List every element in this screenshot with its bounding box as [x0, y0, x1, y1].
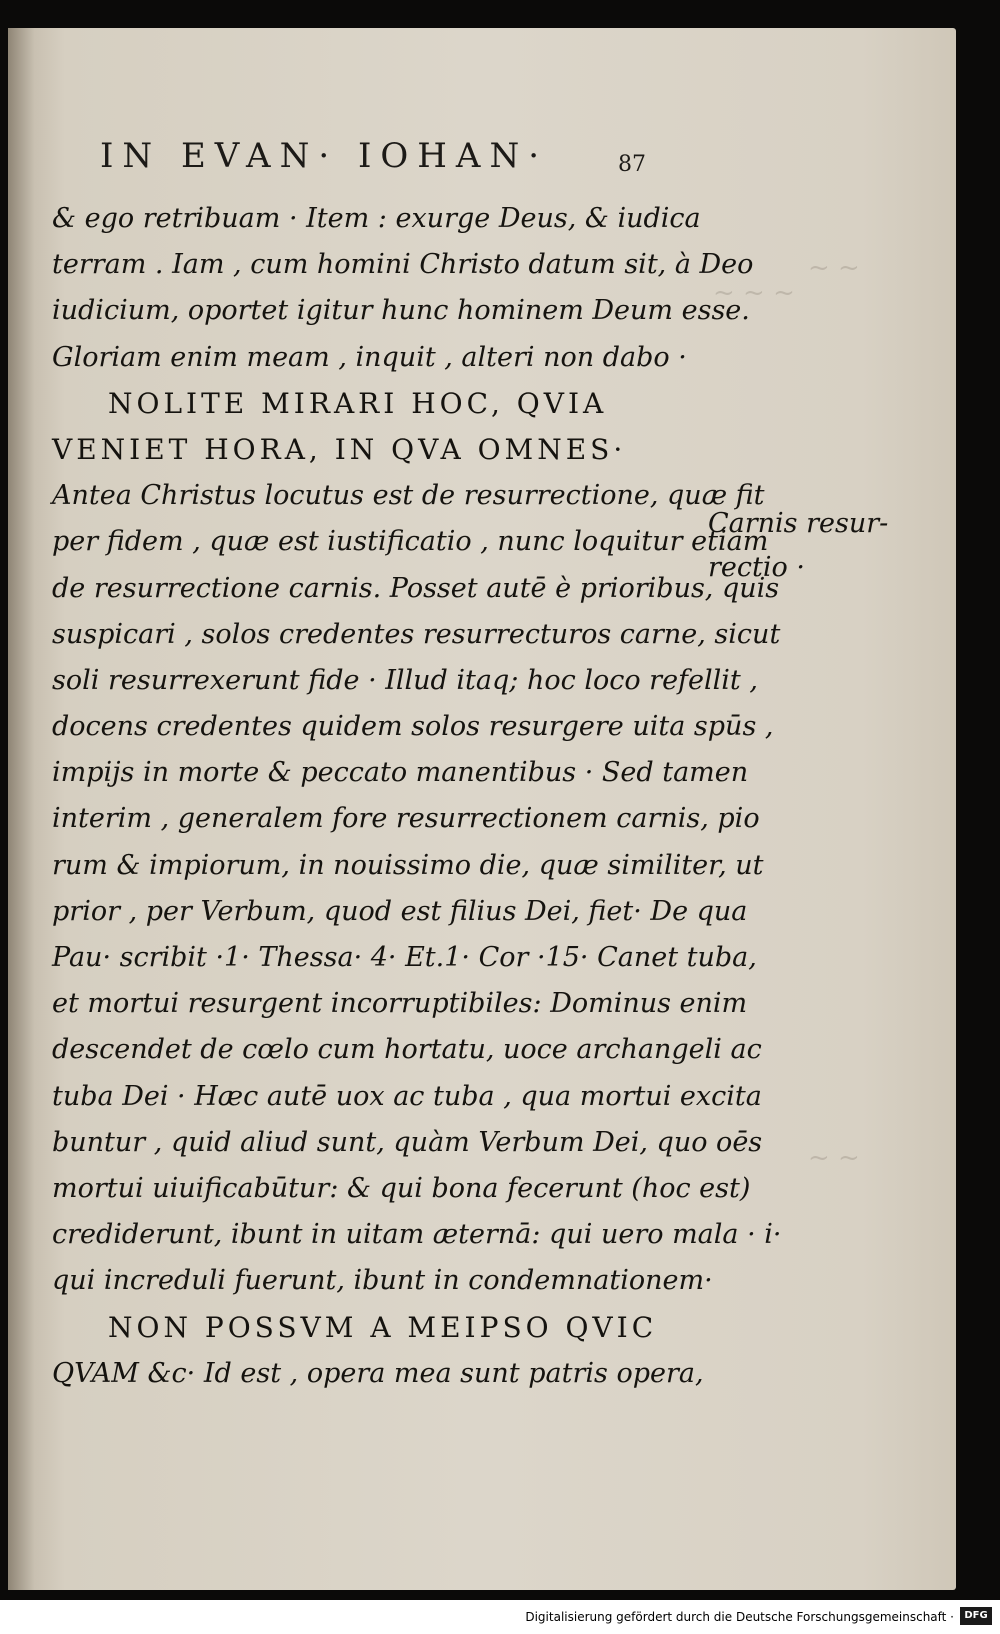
text-line: QVAM &c· Id est , opera mea sunt patris opera,	[52, 1357, 704, 1389]
text-line: soli resurrexerunt fide · Illud itaq; hoc loco refellit ,	[52, 664, 758, 696]
marginal-note-line: rectio ·	[708, 552, 805, 583]
text-line: et mortui resurgent incorruptibiles: Dominus enim	[52, 988, 748, 1020]
text-line: impijs in morte & peccato manentibus · Sed tamen	[52, 757, 749, 789]
show-through-text: ~ ~	[808, 1143, 860, 1173]
text-line: de resurrectione carnis. Posset autē è prioribus, quis	[52, 572, 780, 604]
text-line: Antea Christus locutus est de resurrectione, quæ fit	[52, 480, 765, 512]
show-through-text: ~ ~	[808, 253, 860, 283]
text-line: buntur , quid aliud sunt, quàm Verbum Dei, quo oēs	[52, 1126, 763, 1158]
running-head: IN EVAN· IOHAN·	[100, 136, 549, 176]
folio-number: 87	[618, 152, 646, 177]
text-line: prior , per Verbum, quod est filius Dei, fiet· De qua	[52, 895, 748, 927]
text-line: descendet de cœlo cum hortatu, uoce archangeli ac	[52, 1034, 762, 1066]
text-line: crediderunt, ibunt in uitam æternā: qui uero mala · i·	[52, 1219, 782, 1251]
book-page	[8, 28, 956, 1590]
lemma-heading: VENIET HORA, IN QVA OMNES·	[52, 432, 627, 466]
show-through-text: ~ ~ ~	[713, 278, 795, 308]
text-line: docens credentes quidem solos resurgere uita spūs ,	[52, 711, 774, 743]
text-line: terram . Iam , cum homini Christo datum sit, à Deo	[52, 249, 754, 281]
lemma-heading: NON POSSVM A MEIPSO QVIC	[108, 1310, 658, 1344]
text-line: qui increduli fuerunt, ibunt in condemnationem·	[52, 1265, 713, 1297]
text-line: suspicari , solos credentes resurrecturos carne, sicut	[52, 618, 781, 650]
footer-bar	[0, 1600, 1000, 1634]
text-line: rum & impiorum, in nouissimo die, quæ similiter, ut	[52, 849, 764, 881]
text-line: per fidem , quæ est iustificatio , nunc loquitur etiam	[52, 526, 769, 558]
text-line: interim , generalem fore resurrectionem carnis, pio	[52, 803, 760, 835]
text-line: tuba Dei · Hæc autē uox ac tuba , qua mortui excita	[52, 1080, 762, 1112]
text-line: & ego retribuam · Item : exurge Deus, & iudica	[52, 203, 701, 234]
funding-credit: Digitalisierung gefördert durch die Deutsche Forschungsgemeinschaft ·	[525, 1610, 954, 1624]
marginal-note-line: Carnis resur-	[708, 508, 889, 539]
main-text-block	[52, 196, 782, 1397]
lemma-heading: NOLITE MIRARI HOC, QVIA	[108, 386, 608, 420]
text-line: Gloriam enim meam , inquit , alteri non dabo ·	[52, 341, 687, 373]
text-line: Pau· scribit ·1· Thessa· 4· Et.1· Cor ·15· Canet tuba,	[52, 942, 757, 973]
page-gutter-shadow	[8, 28, 34, 1590]
text-line: iudicium, oportet igitur hunc hominem Deum esse.	[52, 295, 750, 327]
dfg-logo-icon: DFG	[960, 1607, 992, 1625]
text-line: mortui uiuificabūtur: & qui bona fecerunt (hoc est)	[52, 1172, 751, 1204]
marginal-note	[708, 502, 908, 590]
